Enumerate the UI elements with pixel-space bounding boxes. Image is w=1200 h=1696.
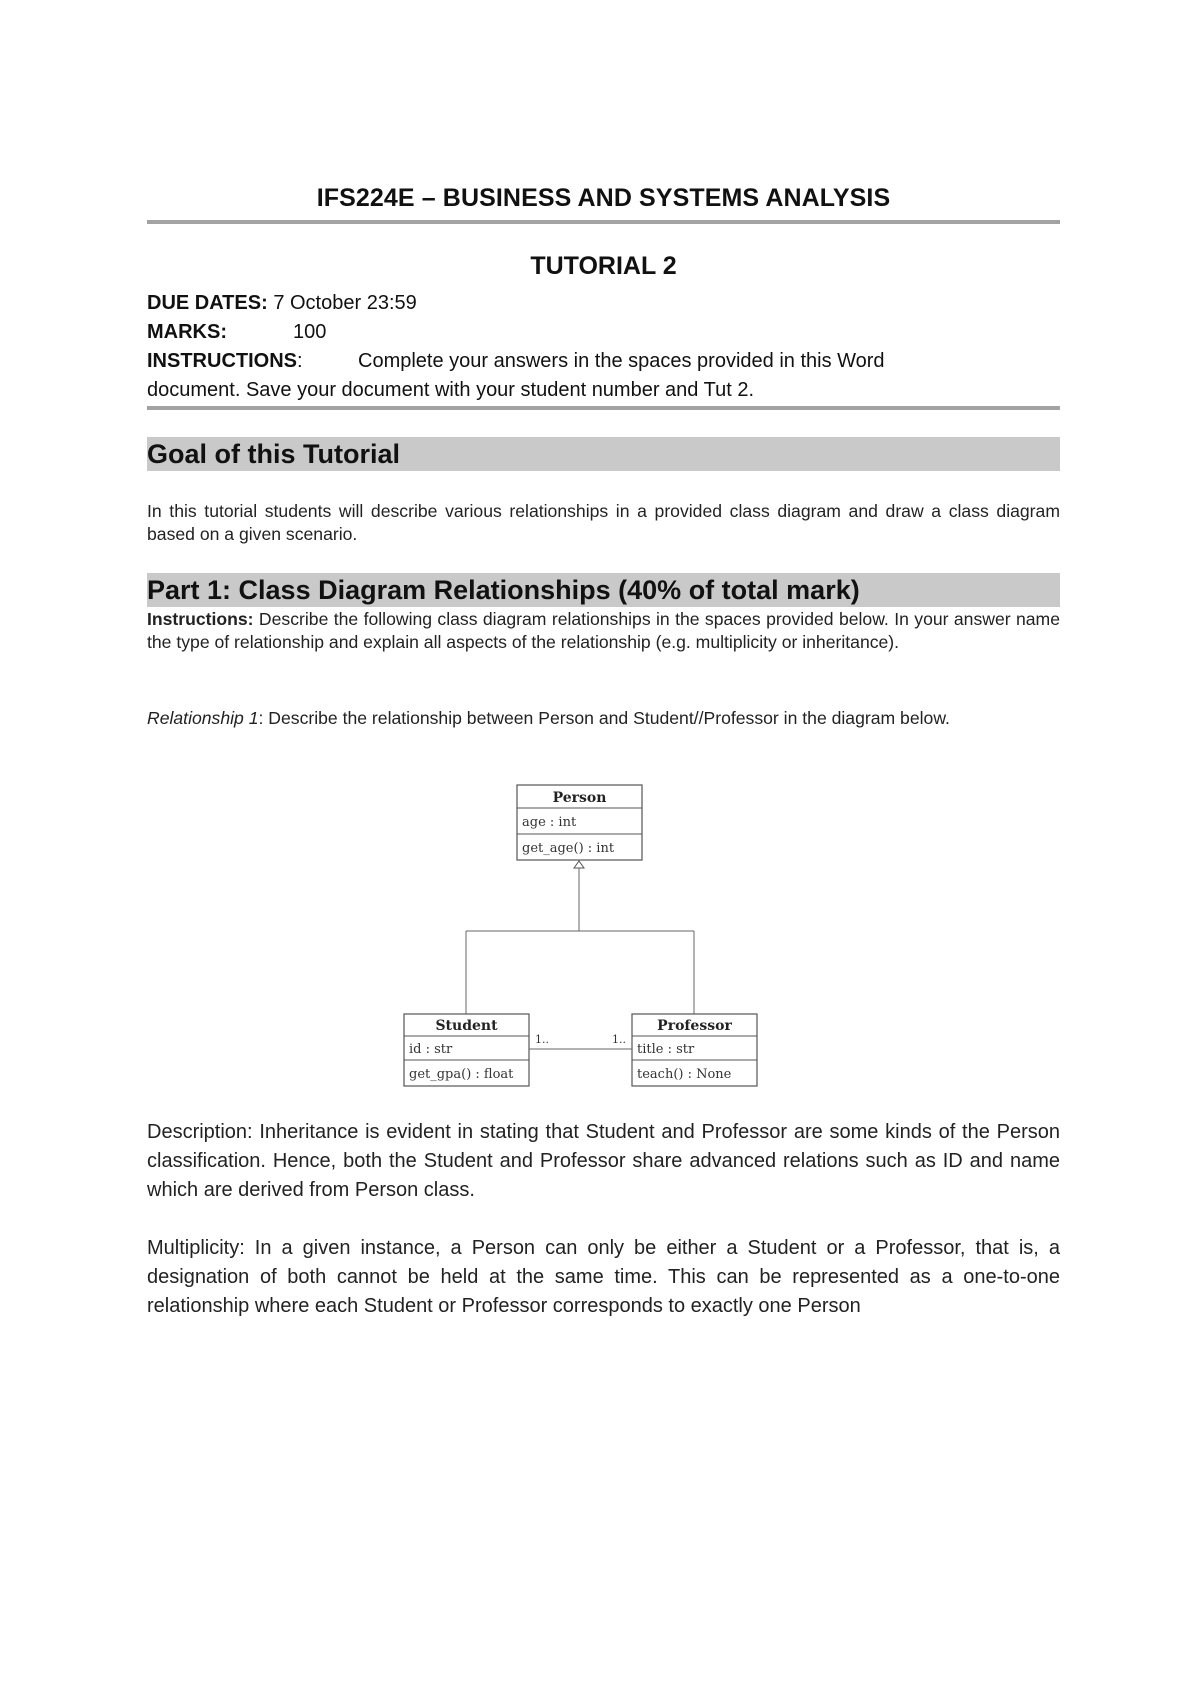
instructions-text: Complete your answers in the spaces provided in this Word: [358, 350, 885, 372]
person-method: get_age() : int: [522, 841, 615, 856]
instructions-line-2: [147, 376, 754, 405]
student-method: get_gpa() : float: [409, 1067, 514, 1082]
title-divider: [147, 220, 1060, 224]
person-class: [517, 785, 642, 860]
student-class: [404, 1014, 529, 1086]
professor-method: teach() : None: [637, 1067, 732, 1082]
meta-divider: [147, 406, 1060, 410]
instructions-line: [147, 347, 885, 376]
part1-instructions-label: Instructions:: [147, 609, 254, 629]
inheritance-connector: [466, 861, 694, 1014]
multiplicity-right: 1..: [612, 1033, 626, 1046]
document-page: [147, 0, 1060, 1696]
marks-line: [147, 318, 326, 347]
person-attribute: age : int: [522, 815, 577, 830]
part1-instructions-text: Describe the following class diagram relationships in the spaces provided below. In your answer name the type of relationship and explain all aspects of the relationship (e.g. multiplicity or inheritance).: [147, 609, 1060, 652]
relationship-1: [147, 707, 1060, 730]
instructions-text-2: document. Save your document with your student number and Tut 2.: [147, 379, 755, 401]
course-title: IFS224E – BUSINESS AND SYSTEMS ANALYSIS: [316, 184, 891, 212]
marks-label: MARKS:: [147, 321, 227, 343]
due-dates-line: [147, 289, 417, 318]
tutorial-title: TUTORIAL 2: [530, 252, 677, 280]
generalization-arrow-icon: [574, 861, 584, 868]
part1-instructions: [147, 608, 1060, 654]
answer-description: Description: Inheritance is evident in stating that Student and Professor are some kinds of the Person classification. Hence, both the Student and Professor share advanced relations such as ID and name which are derived from Person class.: [147, 1121, 1060, 1201]
answer-multiplicity: Multiplicity: In a given instance, a Person can only be either a Student or a Professor, that is, a designation of both cannot be held at the same time. This can be represented as a one-to-one relationship where each Student or Professor corresponds to exactly one Person: [147, 1237, 1060, 1317]
professor-class: [632, 1014, 757, 1086]
association-connector: [529, 1033, 632, 1049]
goal-heading: Goal of this Tutorial: [147, 437, 1060, 471]
instructions-colon: :: [297, 350, 303, 372]
student-attribute: id : str: [409, 1042, 453, 1057]
goal-text: In this tutorial students will describe various relationships in a provided class diagram and draw a class diagram based on a given scenario.: [147, 501, 1060, 544]
relationship-1-text: : Describe the relationship between Person and Student//Professor in the diagram below.: [258, 708, 950, 728]
part1-heading: Part 1: Class Diagram Relationships (40% of total mark): [147, 573, 1060, 607]
multiplicity-left: 1..: [535, 1033, 549, 1046]
person-name: Person: [552, 790, 607, 806]
student-name: Student: [435, 1018, 498, 1034]
marks-value: 100: [293, 321, 327, 343]
professor-attribute: title : str: [637, 1042, 695, 1057]
class-diagram: [147, 775, 1060, 1095]
relationship-1-label: Relationship 1: [147, 708, 259, 728]
due-dates-value: 7 October 23:59: [273, 292, 417, 314]
due-dates-label: DUE DATES:: [147, 292, 268, 314]
professor-name: Professor: [657, 1018, 732, 1034]
instructions-label: INSTRUCTIONS: [147, 350, 297, 372]
